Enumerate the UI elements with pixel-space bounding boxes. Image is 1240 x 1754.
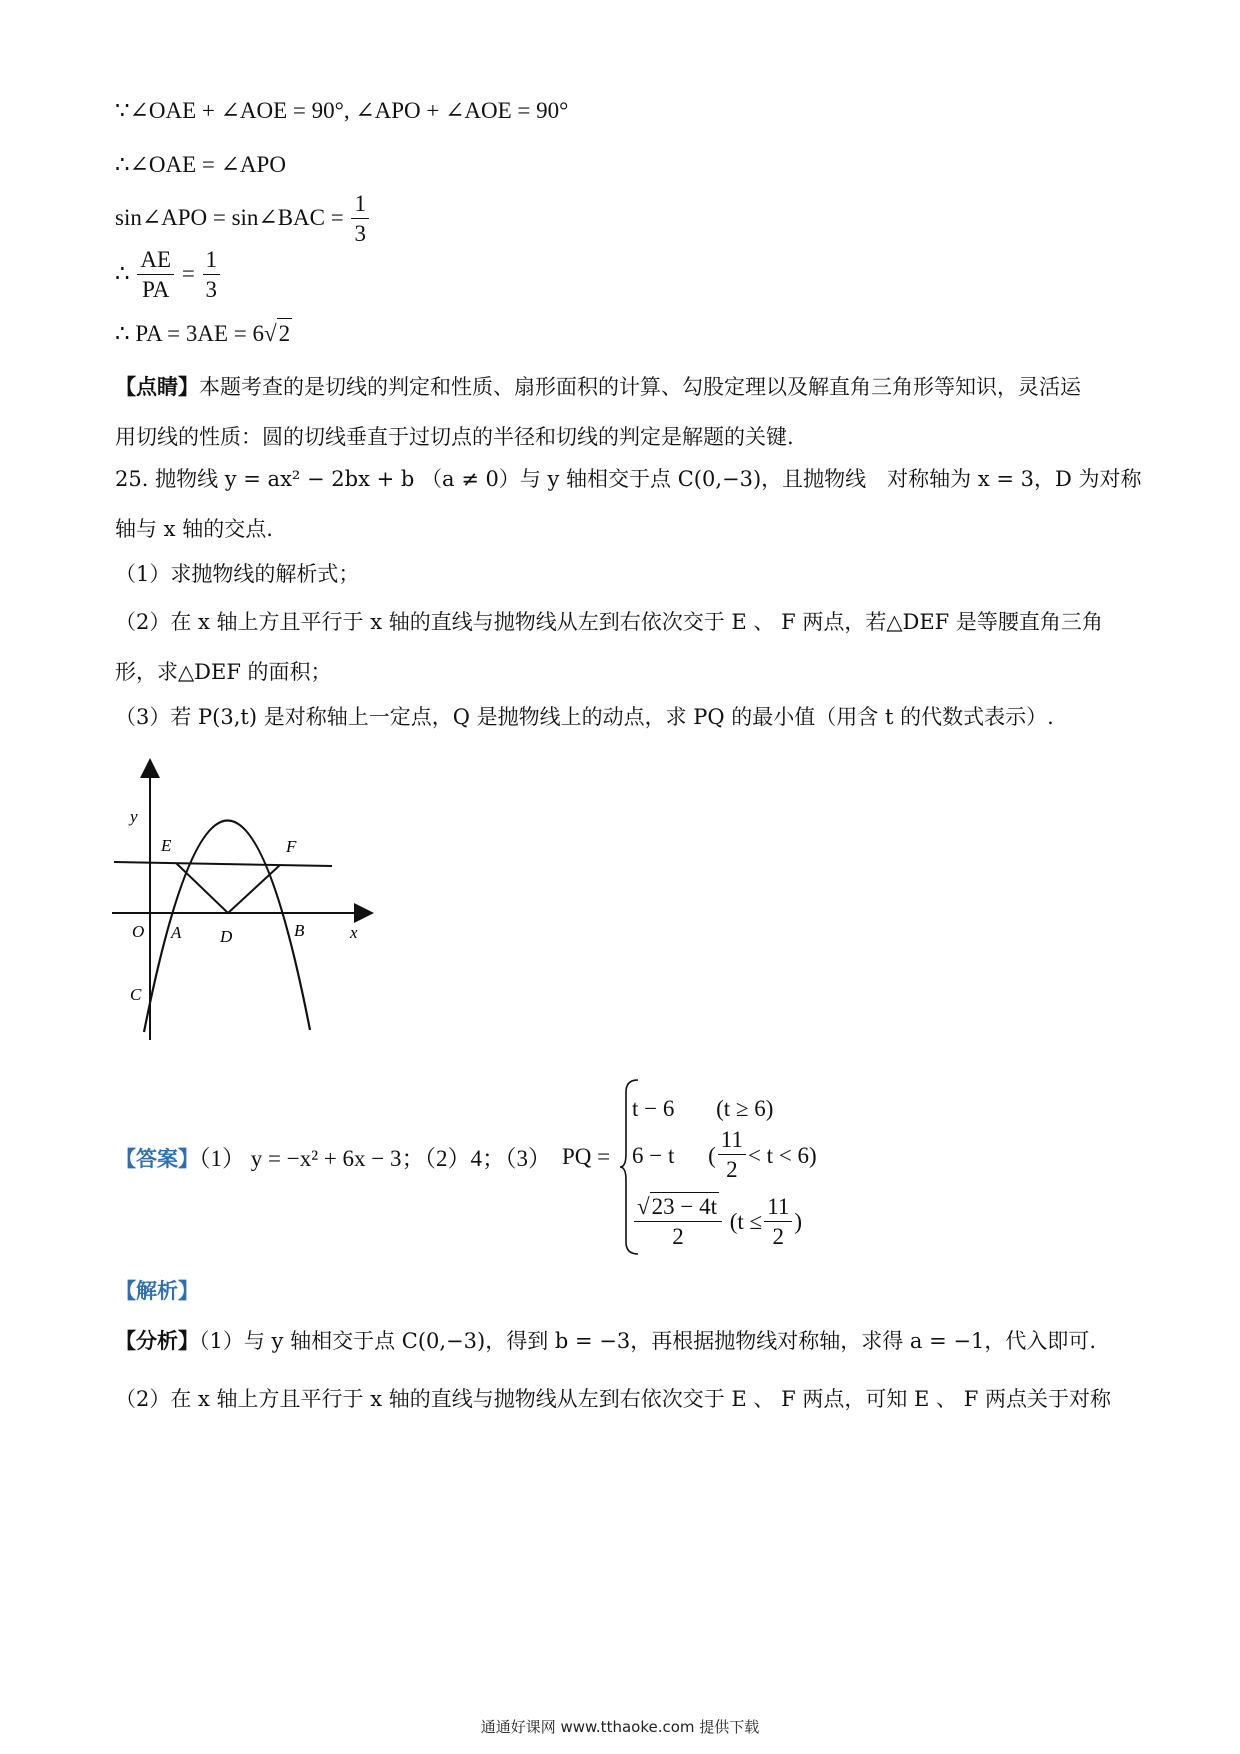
- label-e: E: [161, 836, 172, 855]
- dianjing-text-1: 本题考查的是切线的判定和性质、扇形面积的计算、勾股定理以及解直角三角形等知识，灵活运: [199, 375, 1081, 399]
- proof-line-4: [115, 246, 222, 305]
- dianjing-tag: 【点睛】: [115, 374, 199, 399]
- label-b: B: [294, 921, 305, 940]
- fraction-denominator: PA: [142, 277, 170, 302]
- fraction-numerator: 1: [203, 246, 221, 275]
- fraction-numerator: AE: [137, 246, 174, 275]
- fenxi-paragraph: [115, 1316, 1125, 1424]
- answer-parts: （1） y = −x² + 6x − 3；（2）4；（3）: [199, 1146, 552, 1171]
- case-3: [632, 1192, 802, 1252]
- case-2-paren: (: [708, 1142, 716, 1168]
- pq-label: PQ =: [562, 1144, 611, 1169]
- question-3: （3）若 P(3,t) 是对称轴上一定点，Q 是抛物线上的动点，求 PQ 的最小值（用含 t 的代数式表示）.: [115, 705, 1054, 729]
- proof-line-3: [115, 190, 371, 249]
- fenxi-line-1: [115, 1316, 1125, 1366]
- parabola-figure: [100, 750, 400, 1050]
- answer-line: [115, 1144, 551, 1174]
- fraction-ae-pa: [137, 246, 174, 305]
- problem-line-2: 轴与 x 轴的交点.: [115, 517, 273, 541]
- question-2-line-b: 形，求△DEF 的面积；: [115, 660, 332, 684]
- case-3-condition-post: ): [794, 1209, 803, 1234]
- fraction-denominator: 3: [354, 221, 366, 246]
- fraction-one-third-2: [203, 246, 221, 305]
- fraction-denominator: 2: [726, 1157, 738, 1182]
- label-f: F: [286, 837, 297, 856]
- page-footer: 通通好课网 www.tthaoke.com 提供下载: [480, 1718, 760, 1736]
- label-x: x: [350, 923, 358, 942]
- jiexi-tag: 【解析】: [115, 1278, 199, 1303]
- question-2-line-a: （2）在 x 轴上方且平行于 x 轴的直线与抛物线从左到右依次交于 E 、 F 两点，若△DEF 是等腰直角三角: [115, 610, 1103, 634]
- case-2: [632, 1126, 817, 1185]
- proof-line-3-left: sin∠APO = sin∠BAC =: [115, 204, 344, 230]
- therefore-symbol: ∴: [115, 260, 130, 286]
- radicand: 23 − 4t: [651, 1194, 717, 1219]
- radicand: 2: [277, 318, 293, 349]
- jiexi-heading: [115, 1266, 1125, 1316]
- question-1: （1）求抛物线的解析式；: [115, 562, 360, 586]
- case-2-expr: 6 − t: [632, 1142, 675, 1168]
- problem-line-1: 25. 抛物线 y = ax² − 2bx + b （a ≠ 0）与 y 轴相交于点 C(0,−3)，且抛物线 对称轴为 x = 3，D 为对称: [115, 467, 1142, 491]
- case-1: [632, 1096, 773, 1122]
- case-3-cond-fraction: [764, 1193, 792, 1252]
- fraction-numerator: 1: [351, 190, 369, 219]
- fenxi-text: （1）与 y 轴相交于点 C(0,−3)，得到 b = −3，再根据抛物线对称轴，求得 a = −1，代入即可.: [199, 1329, 1096, 1353]
- equals-sign: =: [181, 260, 195, 286]
- dianjing-text-2: 用切线的性质：圆的切线垂直于过切点的半径和切线的判定是解题的关键.: [115, 425, 794, 449]
- problem-25: [115, 454, 1142, 554]
- answer-tag: 【答案】: [115, 1146, 199, 1171]
- label-c: C: [130, 985, 142, 1004]
- fenxi-line-2: （2）在 x 轴上方且平行于 x 轴的直线与抛物线从左到右依次交于 E 、 F 两点，可知 E 、 F 两点关于对称: [115, 1387, 1111, 1411]
- line-ef: [114, 862, 332, 866]
- case-2-condition: < t < 6): [747, 1142, 817, 1168]
- label-a: A: [171, 923, 182, 942]
- label-o: O: [132, 922, 145, 941]
- fraction-one-third: [351, 190, 369, 249]
- fraction-denominator: 2: [672, 1224, 684, 1249]
- proof-line-2: ∴∠OAE = ∠APO: [115, 152, 286, 177]
- case-3-fraction: [634, 1192, 722, 1252]
- case-1-expr: t − 6: [632, 1096, 675, 1121]
- fraction-denominator: 3: [205, 277, 218, 302]
- fraction-denominator: 2: [772, 1223, 785, 1249]
- triangle-def: [176, 863, 280, 913]
- question-2: [115, 597, 1125, 697]
- proof-line-5: ∴ PA = 3AE = 6√2: [115, 318, 292, 349]
- fraction-numerator: √23 − 4t: [634, 1192, 722, 1222]
- dianjing-paragraph: [115, 362, 1125, 462]
- proof-line-1: ∵∠OAE + ∠AOE = 90°, ∠APO + ∠AOE = 90°: [115, 98, 569, 123]
- case-1-condition: (t ≥ 6): [716, 1096, 774, 1121]
- label-y: y: [130, 807, 138, 826]
- fraction-numerator: 11: [764, 1193, 792, 1222]
- label-d: D: [220, 927, 233, 946]
- case-2-fraction: [718, 1126, 746, 1185]
- proof-line-5-text: ∴ PA = 3AE = 6: [115, 321, 265, 346]
- fraction-numerator: 11: [718, 1126, 746, 1155]
- case-3-condition-pre: (t ≤: [729, 1209, 763, 1234]
- fenxi-tag: 【分析】: [115, 1328, 199, 1353]
